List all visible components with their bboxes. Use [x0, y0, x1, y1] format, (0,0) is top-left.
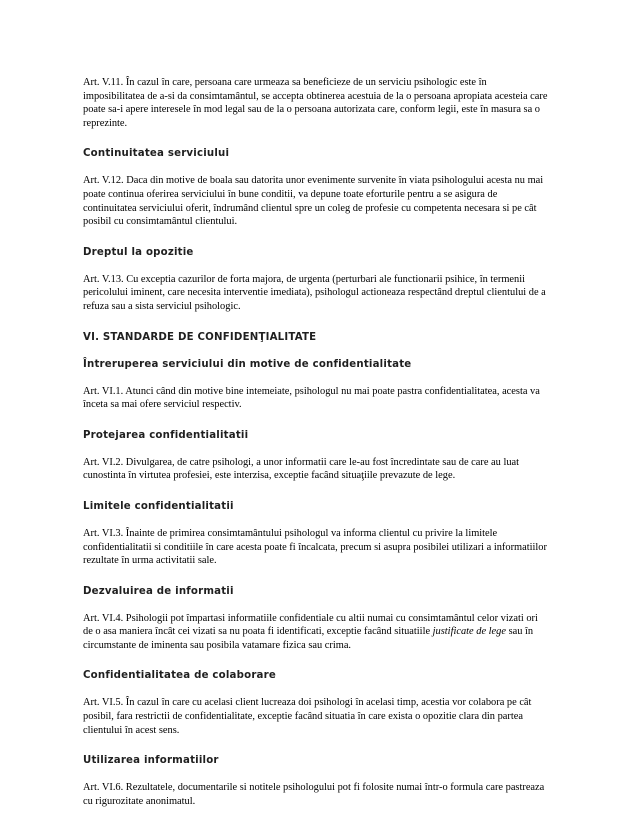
- article-vi5: Art. VI.5. În cazul în care cu acelasi client lucreaza doi psihologi în acelasi timp, acestia vor colabora pe cât posibil, fara restrictii de confidentialitate, exceptie facând situatia în care exista o opozitie clara din partea clientului în acest sens.: [83, 697, 532, 736]
- article-vi4: [83, 612, 550, 653]
- article-vi6: Art. VI.6. Rezultatele, documentarile si notitele psihologului pot fi folosite numai într-o formula care pastreaza cu rigurozitate anonimatul.: [83, 782, 545, 807]
- article-vi4-italic: justificate de lege: [432, 626, 506, 638]
- heading-dreptul: Dreptul la opozitie: [83, 246, 194, 258]
- article-v11: Art. V.11. În cazul în care, persoana care urmeaza sa beneficieze de un serviciu psihologic este în imposibilitatea de a-si da consimtamântul, se accepta obtinerea acestuia de la o persoana apropiata acesteia care poate sa-i apere interesele în mod legal sau de la o persoana autorizata care, conform legii, este în masura sa o reprezinte.: [83, 77, 548, 129]
- heading-protejarea: Protejarea confidentialitatii: [83, 429, 249, 441]
- article-v12: Art. V.12. Daca din motive de boala sau datorita unor evenimente survenite în viata psihologului acesta nu mai poate continua oferirea serviciului în bune conditii, va depune toate eforturile pentru a se asigura de continuitatea serviciului oferit, îndrumând clientul spre un coleg de profesie cu competenta necesara si pe cât posibil cu consimtamântul clientului.: [83, 175, 544, 228]
- section-vi-title: VI. STANDARDE DE CONFIDENŢIALITATE: [83, 331, 317, 343]
- heading-continuitatea: Continuitatea serviciului: [83, 148, 230, 160]
- article-v13: Art. V.13. Cu exceptia cazurilor de forta majora, de urgenta (perturbari ale functionarii psihice, în termenii pericolului iminent, care necesita interventie imediata), psihologul actioneaza respectând dreptul clientului de a refuza sau a sista serviciul psihologic.: [83, 273, 546, 312]
- heading-dezvaluirea: Dezvaluirea de informatii: [83, 585, 234, 597]
- document-page: [83, 76, 550, 808]
- article-vi4-text-b: sau în circumstante de iminenta sau posibila vatamare fizica sau crima.: [83, 626, 534, 651]
- article-vi4-text-a: Art. VI.4. Psihologii pot împartasi informatiile confidentiale cu altii numai cu consimtamântul celor vizati ori de o asa maniera încât cei vizati sa nu poata fi identificati, exceptie facând situatiile: [83, 612, 538, 638]
- article-vi3: Art. VI.3. Înainte de primirea consimtamântului psihologul va informa clientul cu privire la limitele confidentialitatii si conditiile în care acesta poate fi încalcata, precum si asupra posibilei utilizari a informatiilor rezultate în urma activitatii sale.: [83, 527, 547, 567]
- heading-utilizarea: Utilizarea informatiilor: [83, 755, 219, 767]
- heading-colaborare: Confidentialitatea de colaborare: [83, 670, 276, 682]
- article-vi2: Art. VI.2. Divulgarea, de catre psihologi, a unor informatii care le-au fost încredintate sau de care au luat cunostinta în virtutea profesiei, este interzisa, exceptie facând situaţiile prevazute de lege.: [83, 456, 520, 482]
- heading-limitele: Limitele confidentialitatii: [83, 500, 234, 512]
- heading-intreruperea: Întreruperea serviciului din motive de confidentialitate: [83, 358, 412, 370]
- article-vi1: Art. VI.1. Atunci când din motive bine intemeiate, psihologul nu mai poate pastra confidentialitatea, acesta va înceta sa mai ofere serviciul respectiv.: [83, 385, 540, 411]
